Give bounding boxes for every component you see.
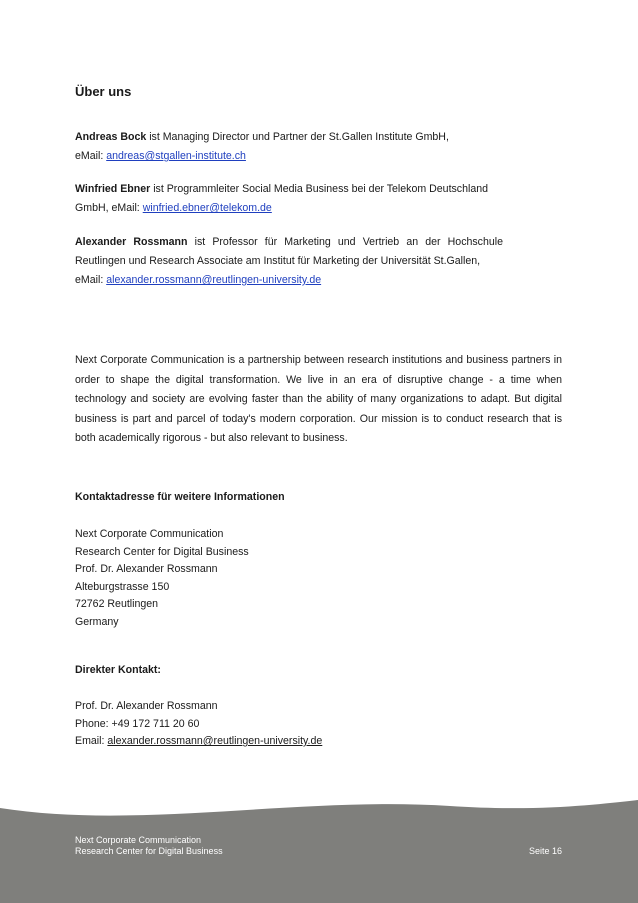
bio-text: ist Professor für Marketing und Vertrieb an der Hochschule Reutlingen und Research Associate am Institut für Marketing der Universität St.Gallen, <box>75 236 504 267</box>
page-number: Seite 16 <box>528 846 562 856</box>
bio-alexander-rossmann <box>75 233 503 290</box>
email-link[interactable]: winfried.ebner@telekom.de <box>142 202 272 214</box>
address-line: Prof. Dr. Alexander Rossmann <box>75 563 218 576</box>
address-line: Research Center for Digital Business <box>75 545 249 558</box>
direct-contact-title: Direkter Kontakt: <box>75 664 161 676</box>
bio-paragraph <box>75 233 503 271</box>
contact-title: Kontaktadresse für weitere Informationen <box>75 491 285 503</box>
bio-text: ist Managing Director und Partner der St.Gallen Institute GmbH, <box>146 131 449 143</box>
footer-line-1: Next Corporate Communication <box>75 835 202 845</box>
email-link[interactable]: alexander.rossmann@reutlingen-university.de <box>107 735 323 748</box>
address-line: Germany <box>75 615 119 628</box>
bio-name: Andreas Bock <box>75 131 147 143</box>
contact-phone: Phone: +49 172 711 20 60 <box>75 717 200 730</box>
email-prefix: GmbH, eMail: <box>75 202 143 214</box>
footer-text <box>75 835 223 857</box>
address-line: 72762 Reutlingen <box>75 598 159 611</box>
direct-contact <box>75 698 322 751</box>
bio-andreas-bock <box>75 128 503 166</box>
bio-line <box>75 128 503 147</box>
address-line: Alteburgstrasse 150 <box>75 580 170 593</box>
email-prefix: eMail: <box>75 150 107 162</box>
bio-winfried-ebner <box>75 180 503 218</box>
address-line: Next Corporate Communication <box>75 528 224 540</box>
email-link[interactable]: andreas@stgallen-institute.ch <box>106 150 246 162</box>
footer-line-2: Research Center for Digital Business <box>75 846 223 856</box>
page-heading: Über uns <box>75 84 132 99</box>
bio-name: Alexander Rossmann <box>75 236 188 248</box>
contact-address <box>75 526 249 632</box>
bio-name: Winfried Ebner <box>75 183 151 195</box>
contact-name: Prof. Dr. Alexander Rossmann <box>75 700 218 712</box>
email-prefix: eMail: <box>75 274 107 286</box>
bio-line <box>75 180 503 199</box>
bio-email-line <box>75 147 503 166</box>
email-prefix: Email: <box>75 735 108 748</box>
about-paragraph: Next Corporate Communication is a partnership between research institutions and business partners in order to shape the digital transformation. We live in an era of disruptive change - a time when technology and society are evolving faster than the ability of many organizations to adapt. But digital business is part and parcel of today's modern corporation. Our mission is to conduct research that is both academically rigorous - but also relevant to business. <box>75 354 562 444</box>
contact-email-line <box>75 733 322 751</box>
bio-text: ist Programmleiter Social Media Business bei der Telekom Deutschland <box>150 183 489 195</box>
bio-email-line <box>75 199 503 218</box>
email-link[interactable]: alexander.rossmann@reutlingen-university.de <box>106 274 322 286</box>
bio-email-line <box>75 271 503 290</box>
